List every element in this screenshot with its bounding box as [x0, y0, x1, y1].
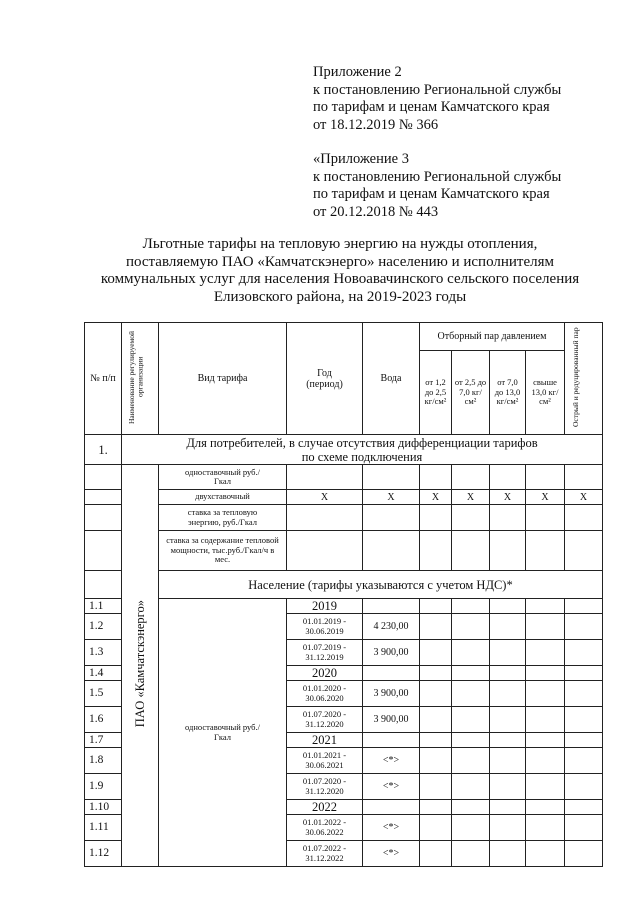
- empty-cell: [490, 614, 526, 640]
- org-name-cell: [122, 465, 159, 867]
- header-p1: от 1,2 до 2,5 кг/см²: [420, 351, 452, 435]
- empty-cell: [565, 599, 603, 614]
- empty-cell: [452, 800, 490, 815]
- row-num: 1.10: [85, 800, 122, 815]
- empty-cell: [565, 707, 603, 733]
- empty-cell: [85, 465, 122, 490]
- empty-cell: [420, 465, 452, 490]
- appendix-line: к постановлению Региональной службы: [313, 168, 562, 185]
- section-title-line: Для потребителей, в случае отсутствия дифференциации тарифов: [186, 435, 538, 450]
- empty-cell: [420, 666, 452, 681]
- row-num: 1.6: [85, 707, 122, 733]
- period: 2021: [287, 733, 363, 748]
- period: 01.01.2020 - 30.06.2020: [287, 681, 363, 707]
- empty-cell: [490, 465, 526, 490]
- title-line: поставляемую ПАО «Камчатскэнерго» населению и исполнителям: [126, 253, 554, 270]
- title-line: Елизовского района, на 2019-2023 годы: [213, 288, 467, 305]
- empty-cell: [452, 531, 490, 571]
- empty-cell: [490, 681, 526, 707]
- header-org: [122, 323, 159, 435]
- header-sharp-text: Острый и редуцированный пар: [570, 327, 580, 427]
- empty-cell: [452, 841, 490, 867]
- empty-cell: [565, 666, 603, 681]
- empty-cell: [420, 733, 452, 748]
- empty-cell: [420, 707, 452, 733]
- water-value: <*>: [363, 841, 420, 867]
- period: 01.07.2019 - 31.12.2019: [287, 640, 363, 666]
- empty-cell: [420, 774, 452, 800]
- empty-cell: [420, 815, 452, 841]
- row-num: 1.7: [85, 733, 122, 748]
- water-value: 3 900,00: [363, 640, 420, 666]
- empty-cell: [565, 815, 603, 841]
- empty-cell: [420, 531, 452, 571]
- empty-cell: [490, 733, 526, 748]
- row-num: 1.4: [85, 666, 122, 681]
- empty-cell: [490, 841, 526, 867]
- org-name: ПАО «Камчатскэнерго»: [132, 600, 147, 728]
- row-num: 1.1: [85, 599, 122, 614]
- empty-cell: [526, 640, 565, 666]
- single-rate-label: одноставочный руб./Гкал: [159, 599, 287, 867]
- empty-cell: [565, 681, 603, 707]
- row-num: 1.12: [85, 841, 122, 867]
- row-num: 1.3: [85, 640, 122, 666]
- empty-cell: [452, 748, 490, 774]
- appendix-line: по тарифам и ценам Камчатского края: [313, 186, 550, 202]
- empty-cell: [526, 666, 565, 681]
- empty-cell: [565, 465, 603, 490]
- row-num: 1.5: [85, 681, 122, 707]
- row-num: 1.8: [85, 748, 122, 774]
- header-org-text: Наименование регулируемой организации: [127, 330, 145, 424]
- empty-cell: [565, 748, 603, 774]
- tariff-rate-energy: ставка за тепловую энергию, руб./Гкал: [159, 505, 287, 531]
- empty-cell: [565, 531, 603, 571]
- empty-cell: [420, 748, 452, 774]
- water-value: <*>: [363, 748, 420, 774]
- empty-cell: [490, 774, 526, 800]
- empty-cell: [490, 800, 526, 815]
- empty-cell: [420, 800, 452, 815]
- water-value: [363, 800, 420, 815]
- empty-cell: [565, 800, 603, 815]
- empty-cell: [363, 531, 420, 571]
- period: 01.07.2020 - 31.12.2020: [287, 774, 363, 800]
- empty-cell: [526, 681, 565, 707]
- tariff-table: [84, 322, 603, 867]
- empty-cell: [452, 505, 490, 531]
- appendix-original: [313, 151, 561, 221]
- empty-cell: [490, 505, 526, 531]
- tariff-type-double: двухставочный: [159, 490, 287, 505]
- empty-cell: [420, 841, 452, 867]
- empty-cell: [490, 531, 526, 571]
- empty-cell: [565, 733, 603, 748]
- period: 01.01.2019 - 30.06.2019: [287, 614, 363, 640]
- empty-cell: [526, 748, 565, 774]
- appendix-line: «Приложение 3: [313, 151, 409, 167]
- empty-cell: [287, 465, 363, 490]
- row-num: 1.11: [85, 815, 122, 841]
- empty-cell: [452, 733, 490, 748]
- empty-cell: [452, 599, 490, 614]
- header-type: Вид тарифа: [159, 323, 287, 435]
- water-value: <*>: [363, 815, 420, 841]
- water-value: 3 900,00: [363, 681, 420, 707]
- header-num: № п/п: [85, 323, 122, 435]
- tariff-type-single: одноставочный руб./Гкал: [159, 465, 287, 490]
- header-p4: свыше 13,0 кг/см²: [526, 351, 565, 435]
- empty-cell: [490, 599, 526, 614]
- water-value: [363, 733, 420, 748]
- empty-cell: [526, 531, 565, 571]
- empty-cell: [452, 640, 490, 666]
- empty-cell: [490, 666, 526, 681]
- document-title: [70, 236, 610, 306]
- title-line: Льготные тарифы на тепловую энергию на нужды отопления,: [142, 236, 538, 252]
- x-mark: X: [565, 490, 603, 505]
- section-num: 1.: [85, 435, 122, 465]
- water-value: 4 230,00: [363, 614, 420, 640]
- empty-cell: [526, 841, 565, 867]
- water-value: [363, 599, 420, 614]
- empty-cell: [420, 614, 452, 640]
- period: 2022: [287, 800, 363, 815]
- empty-cell: [490, 640, 526, 666]
- header-year: Год (период): [287, 323, 363, 435]
- period: 2020: [287, 666, 363, 681]
- empty-cell: [526, 733, 565, 748]
- empty-cell: [363, 505, 420, 531]
- appendix-line: к постановлению Региональной службы: [313, 81, 562, 98]
- empty-cell: [565, 505, 603, 531]
- row-num: 1.2: [85, 614, 122, 640]
- x-mark: X: [490, 490, 526, 505]
- period: 01.01.2021 - 30.06.2021: [287, 748, 363, 774]
- empty-cell: [85, 490, 122, 505]
- appendix-line: Приложение 2: [313, 64, 402, 80]
- empty-cell: [85, 505, 122, 531]
- header-p2: от 2,5 до 7,0 кг/см²: [452, 351, 490, 435]
- empty-cell: [452, 707, 490, 733]
- empty-cell: [526, 614, 565, 640]
- empty-cell: [287, 505, 363, 531]
- empty-cell: [490, 707, 526, 733]
- empty-cell: [526, 774, 565, 800]
- empty-cell: [452, 465, 490, 490]
- section-title-line: по схеме подключения: [301, 449, 423, 464]
- water-value: <*>: [363, 774, 420, 800]
- empty-cell: [452, 666, 490, 681]
- header-p3: от 7,0 до 13,0 кг/см²: [490, 351, 526, 435]
- empty-cell: [287, 531, 363, 571]
- empty-cell: [452, 614, 490, 640]
- x-mark: X: [526, 490, 565, 505]
- header-sharp: [565, 323, 603, 435]
- title-line: коммунальных услуг для населения Новоавачинского сельского поселения: [100, 271, 580, 287]
- tariff-rate-capacity: ставка за содержание тепловой мощности, тыс.руб./Гкал/ч в мес.: [159, 531, 287, 571]
- appendix-line: по тарифам и ценам Камчатского края: [313, 99, 550, 115]
- water-value: 3 900,00: [363, 707, 420, 733]
- period: 01.07.2022 - 31.12.2022: [287, 841, 363, 867]
- water-value: [363, 666, 420, 681]
- empty-cell: [526, 707, 565, 733]
- empty-cell: [565, 614, 603, 640]
- empty-cell: [85, 531, 122, 571]
- x-mark: X: [287, 490, 363, 505]
- empty-cell: [526, 599, 565, 614]
- empty-cell: [490, 748, 526, 774]
- period: 01.07.2020 - 31.12.2020: [287, 707, 363, 733]
- empty-cell: [526, 465, 565, 490]
- row-num: 1.9: [85, 774, 122, 800]
- empty-cell: [526, 505, 565, 531]
- empty-cell: [490, 815, 526, 841]
- appendix-current: [313, 64, 561, 134]
- empty-cell: [452, 815, 490, 841]
- empty-cell: [85, 571, 122, 599]
- empty-cell: [565, 774, 603, 800]
- empty-cell: [565, 841, 603, 867]
- empty-cell: [452, 774, 490, 800]
- x-mark: X: [420, 490, 452, 505]
- empty-cell: [420, 640, 452, 666]
- period: 01.01.2022 - 30.06.2022: [287, 815, 363, 841]
- x-mark: X: [363, 490, 420, 505]
- appendix-line: от 18.12.2019 № 366: [313, 116, 439, 133]
- empty-cell: [420, 599, 452, 614]
- empty-cell: [420, 681, 452, 707]
- header-water: Вода: [363, 323, 420, 435]
- appendix-line: от 20.12.2018 № 443: [313, 203, 439, 220]
- empty-cell: [420, 505, 452, 531]
- empty-cell: [363, 465, 420, 490]
- empty-cell: [526, 815, 565, 841]
- empty-cell: [526, 800, 565, 815]
- empty-cell: [452, 681, 490, 707]
- x-mark: X: [452, 490, 490, 505]
- section-title: [122, 435, 603, 465]
- empty-cell: [565, 640, 603, 666]
- period: 2019: [287, 599, 363, 614]
- population-label: Население (тарифы указываются с учетом НДС)*: [159, 571, 603, 599]
- header-steam: Отборный пар давлением: [420, 323, 565, 351]
